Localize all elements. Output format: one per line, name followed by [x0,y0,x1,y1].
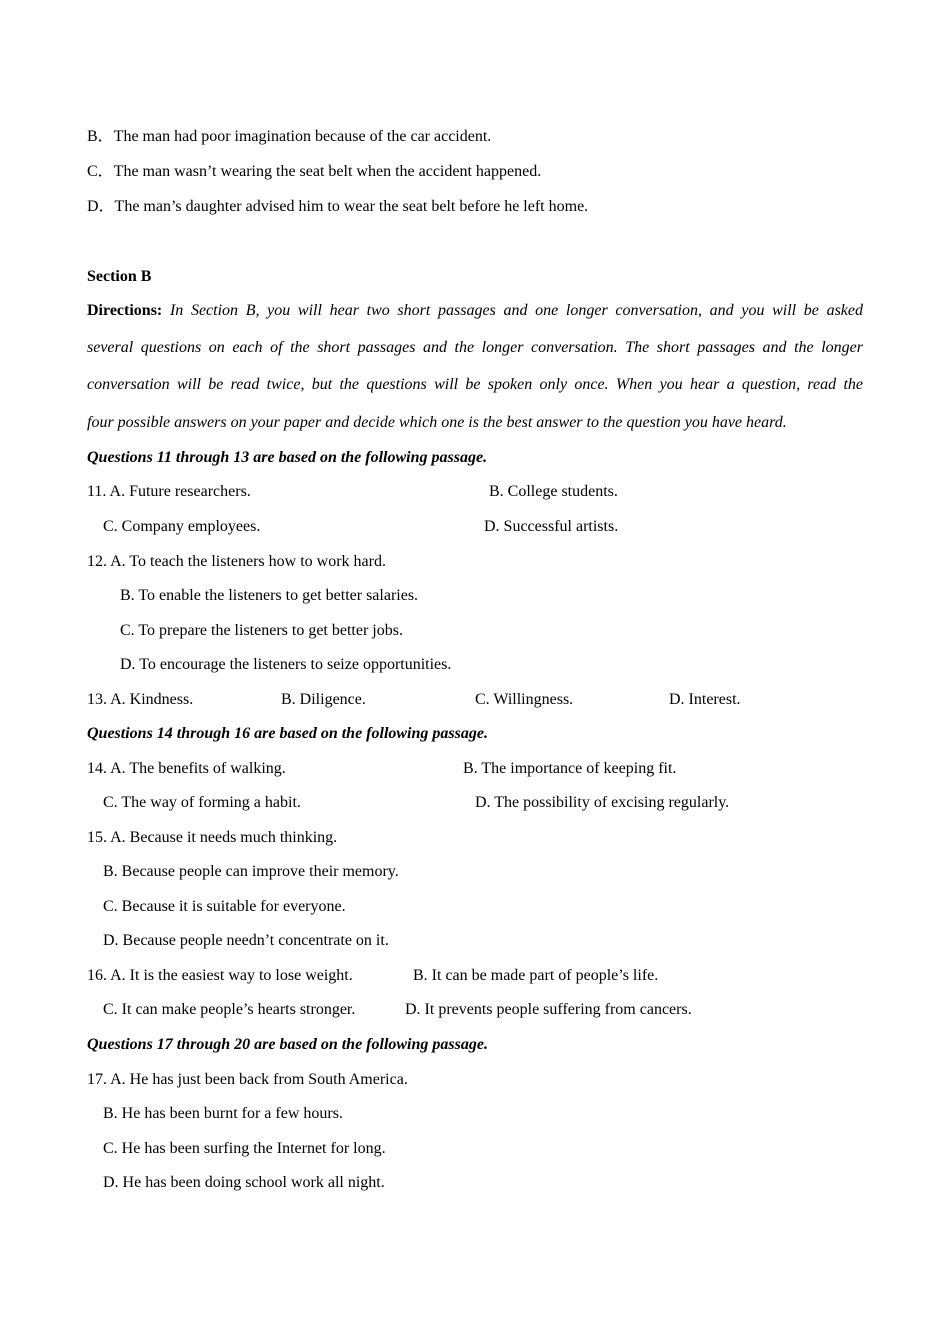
question-12-option-d: D. To encourage the listeners to seize opportunities. [120,656,452,673]
group-heading: Questions 11 through 13 are based on the following passage. [87,449,488,466]
question-13-option-a: 13. A. Kindness. [87,691,194,708]
question-11-option-b: B. College students. [489,483,618,500]
question-17-option-a: 17. A. He has just been back from South America. [87,1071,408,1088]
question-14-option-a: 14. A. The benefits of walking. [87,760,286,777]
option-line: B．The man had poor imagination because of the car accident. [87,128,492,145]
question-15-option-d: D. Because people needn’t concentrate on it. [103,932,389,949]
question-16-option-d: D. It prevents people suffering from cancers. [405,1001,692,1018]
question-12-option-c: C. To prepare the listeners to get better jobs. [120,622,403,639]
option-line: D．The man’s daughter advised him to wear the seat belt before he left home. [87,198,589,215]
question-16-option-b: B. It can be made part of people’s life. [413,967,659,984]
question-12-option-a: 12. A. To teach the listeners how to work hard. [87,553,386,570]
question-12-option-b: B. To enable the listeners to get better salaries. [120,587,419,604]
question-15-option-c: C. Because it is suitable for everyone. [103,898,346,915]
question-14-option-b: B. The importance of keeping fit. [463,760,677,777]
directions-line: conversation will be read twice, but the questions will be spoken only once. When you hear a question, read the [87,376,863,393]
section-title: Section B [87,268,152,285]
question-16-option-a: 16. A. It is the easiest way to lose weight. [87,967,353,984]
question-17-option-d: D. He has been doing school work all night. [103,1174,385,1191]
question-15-option-b: B. Because people can improve their memory. [103,863,399,880]
directions-line [87,301,863,321]
question-14-option-d: D. The possibility of excising regularly. [475,794,730,811]
question-11-option-c: C. Company employees. [103,518,261,535]
question-11-option-a: 11. A. Future researchers. [87,483,251,500]
question-17-option-b: B. He has been burnt for a few hours. [103,1105,343,1122]
option-line: C．The man wasn’t wearing the seat belt when the accident happened. [87,163,542,180]
directions-text: In Section B, you will hear two short passages and one longer conversation, and you will be asked [169,302,864,319]
directions-line: four possible answers on your paper and decide which one is the best answer to the question you have heard. [87,414,787,431]
directions-label: Directions: [87,302,163,319]
group-heading: Questions 17 through 20 are based on the following passage. [87,1036,488,1053]
group-heading: Questions 14 through 16 are based on the following passage. [87,725,488,742]
question-14-option-c: C. The way of forming a habit. [103,794,301,811]
question-13-option-b: B. Diligence. [281,691,366,708]
question-11-option-d: D. Successful artists. [484,518,619,535]
question-16-option-c: C. It can make people’s hearts stronger. [103,1001,356,1018]
question-15-option-a: 15. A. Because it needs much thinking. [87,829,338,846]
question-13-option-d: D. Interest. [669,691,741,708]
directions-line: several questions on each of the short passages and the longer conversation. The short passages and the longer [87,339,863,356]
question-13-option-c: C. Willingness. [475,691,574,708]
question-17-option-c: C. He has been surfing the Internet for long. [103,1140,386,1157]
